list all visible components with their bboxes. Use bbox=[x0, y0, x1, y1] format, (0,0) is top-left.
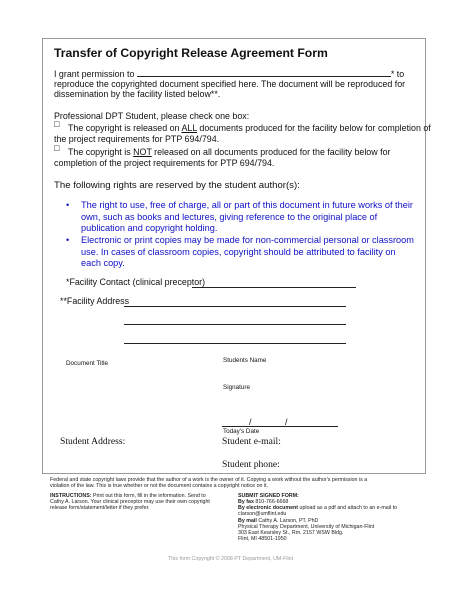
option-not-post: released on all documents produced for the facility below for bbox=[151, 147, 391, 157]
bullet-2-line: each copy. bbox=[81, 258, 125, 269]
document-title-label: Document Title bbox=[66, 360, 108, 367]
checkbox-not-released[interactable]: □ bbox=[54, 143, 60, 153]
electronic-text: upload as a pdf and attach to an e-mail to bbox=[298, 505, 397, 511]
date-slash-1: / bbox=[249, 417, 252, 427]
reserved-rights-heading: The following rights are reserved by the student author(s): bbox=[54, 180, 300, 191]
option-all-line-1 bbox=[68, 123, 431, 133]
option-all-post: documents produced for the facility below for completion of bbox=[196, 123, 431, 133]
students-name-label: Students Name bbox=[223, 357, 267, 364]
instructions-text: Print out this form, fill in the information. Send to bbox=[91, 493, 206, 499]
option-not-pre: The copyright is bbox=[68, 147, 134, 157]
bullet-1-line: own, such as books and lectures, giving reference to the original place of bbox=[81, 211, 378, 222]
option-all-pre: The copyright is released on bbox=[68, 123, 182, 133]
facility-address-line-1[interactable] bbox=[124, 306, 346, 307]
todays-date-label: Today's Date bbox=[223, 428, 260, 435]
instructions-line-3: release form/statement/letter if they prefer. bbox=[50, 505, 150, 511]
student-phone-label: Student phone: bbox=[222, 459, 280, 470]
submit-email-link[interactable]: clarson@umflint.edu bbox=[238, 511, 287, 517]
fax-label: By fax bbox=[238, 499, 254, 505]
fax-number: 810-766-6668 bbox=[253, 499, 289, 505]
grantee-blank[interactable] bbox=[137, 68, 391, 77]
bullet-2-line: Electronic or print copies may be made for non-commercial personal or classroom bbox=[81, 235, 414, 245]
copyright-notice-line-2: violation of the law. This is true whether or not the document contains a copyright notice on it. bbox=[50, 483, 269, 489]
facility-address-line-2[interactable] bbox=[124, 324, 346, 325]
option-not-emphasis: NOT bbox=[133, 147, 152, 157]
grant-permission-line bbox=[54, 68, 404, 79]
mail-label: By mail bbox=[238, 518, 257, 524]
reserved-right-reuse bbox=[81, 200, 413, 235]
student-email-label: Student e-mail: bbox=[222, 436, 281, 447]
submit-heading: SUBMIT SIGNED FORM: bbox=[238, 493, 299, 499]
signature-label: Signature bbox=[223, 384, 250, 391]
grant-line-3: dissemination by the facility listed below**. bbox=[54, 89, 221, 99]
mail-street: 303 East Kearsley St., Rm. 2157 WSW Bldg. bbox=[238, 530, 344, 536]
bullet-1-marker: • bbox=[66, 200, 70, 210]
check-one-instruction: Professional DPT Student, please check one box: bbox=[54, 111, 250, 121]
grant-line-2: reproduce the copyrighted document specified here. The document will be reproduced for bbox=[54, 79, 406, 89]
grant-suffix: * to bbox=[390, 69, 405, 79]
bullet-2-line: use. In cases of classroom copies, copyright should be attributed to facility on bbox=[81, 246, 396, 257]
option-all-emphasis: ALL bbox=[181, 123, 197, 133]
form-copyright: This form Copyright © 2008 PT Department, UM-Flint bbox=[168, 556, 294, 562]
copyright-notice-line-1: Federal and state copyright laws provide that the author of a work is the owner of it. Copying a work without the author's permission is a bbox=[50, 477, 368, 483]
bullet-2-marker: • bbox=[66, 235, 70, 245]
instructions-line-2: Cathy A. Larson. Your clinical preceptor may use their own copyright bbox=[50, 499, 210, 505]
bullet-1-line: The right to use, free of charge, all or part of this document in future works of their bbox=[81, 200, 413, 210]
mail-department: Physical Therapy Department, University of Michigan-Flint bbox=[238, 524, 375, 530]
facility-address-label: **Facility Address bbox=[60, 296, 130, 306]
instructions-label: INSTRUCTIONS: bbox=[50, 493, 92, 499]
checkbox-all-documents[interactable]: □ bbox=[54, 119, 60, 129]
form-title: Transfer of Copyright Release Agreement Form bbox=[54, 46, 328, 60]
student-address-label: Student Address: bbox=[60, 436, 126, 447]
reserved-right-copies bbox=[81, 235, 414, 270]
date-slash-2: / bbox=[285, 417, 288, 427]
option-all-line-2: the project requirements for PTP 694/794. bbox=[54, 134, 220, 144]
grant-prefix: I grant permission to bbox=[54, 69, 135, 79]
option-not-line-2: completion of the project requirements for PTP 694/794. bbox=[54, 158, 275, 168]
date-line[interactable] bbox=[222, 426, 338, 427]
electronic-label: By electronic document bbox=[238, 505, 299, 511]
facility-contact-label: *Facility Contact (clinical preceptor) bbox=[66, 277, 206, 287]
mail-city: Flint, MI 48501-1950 bbox=[238, 536, 287, 542]
bullet-1-line: publication and copyright holding. bbox=[81, 223, 218, 234]
facility-address-line-3[interactable] bbox=[124, 343, 346, 344]
mail-name: Cathy A. Larson, PT, PhD bbox=[256, 518, 319, 524]
facility-contact-line[interactable] bbox=[192, 287, 356, 288]
option-not-line-1 bbox=[68, 147, 390, 157]
